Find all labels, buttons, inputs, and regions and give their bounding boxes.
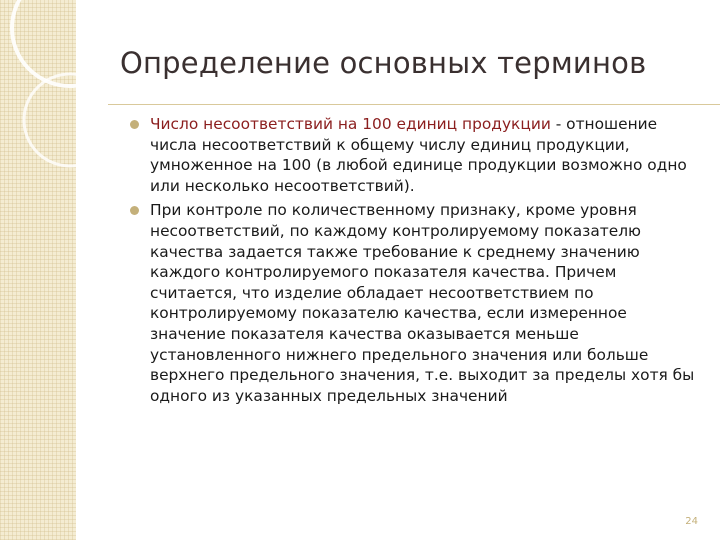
list-item [130,114,702,196]
bullet-icon [130,120,139,129]
term-highlight: Число несоответствий на 100 единиц продукции [150,115,551,133]
bullet-list [130,114,702,410]
title-divider [108,104,720,105]
term-definition: - отношение числа несоответствий к общему числу единиц продукции, умноженное на 100 (в любой единице продукции возможно одно или несколько несоответствий). [150,115,687,195]
bullet-icon [130,206,139,215]
page-number: 24 [685,516,698,527]
list-item [130,200,702,406]
decorative-sidebar [0,0,76,540]
decorative-circles-icon [0,0,76,540]
paragraph-text: При контроле по количественному признаку, кроме уровня несоответствий, по каждому контролируемому показателю качества задается также требование к среднему значению каждого контролируемого показателя качества. Причем считается, что изделие обладает несоответствием по контролируемому показателю качества, если измеренное значение показателя качества оказывается меньше установленного нижнего предельного значения или больше верхнего предельного значения, т.е. выходит за пределы хотя бы одного из указанных предельных значений [150,201,695,405]
slide-title: Определение основных терминов [120,46,647,80]
